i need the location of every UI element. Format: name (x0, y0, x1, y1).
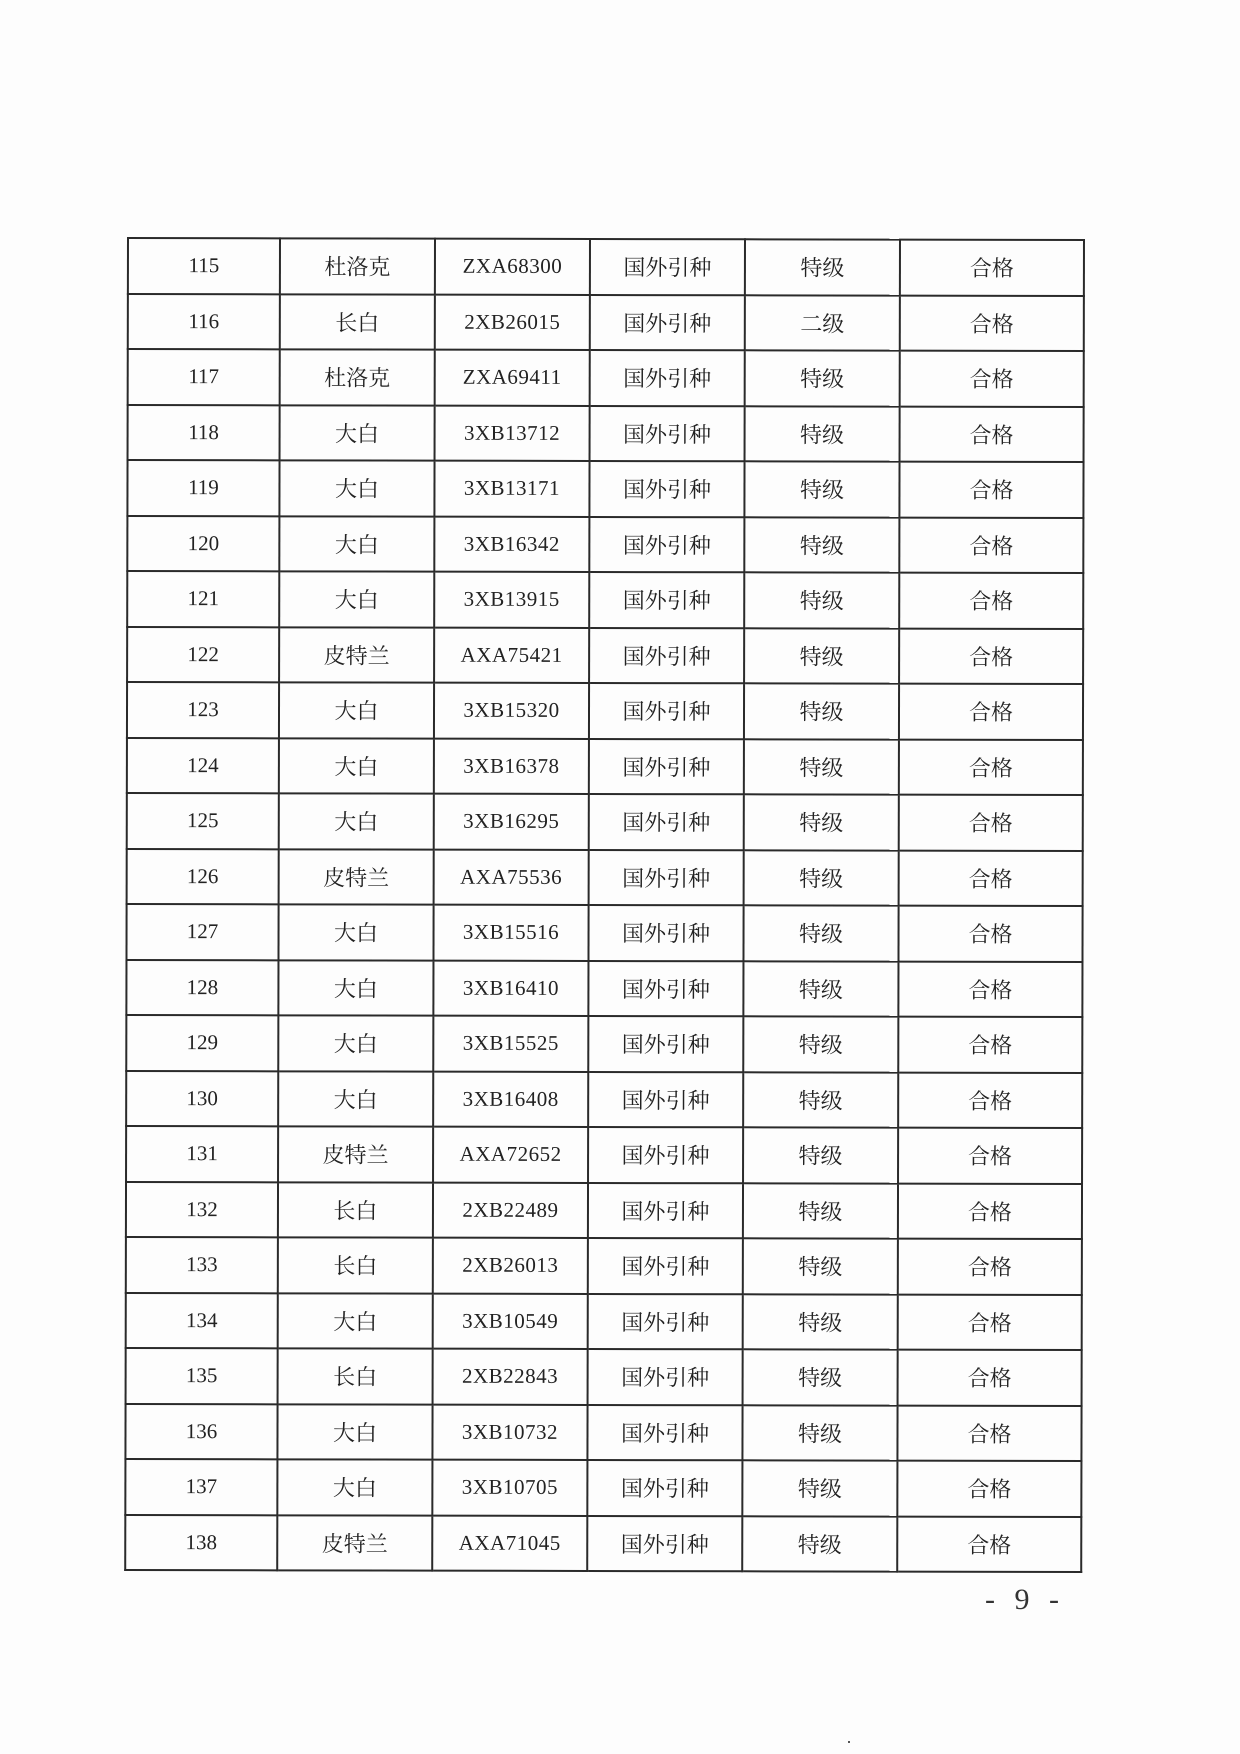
table-row (127, 516, 1083, 574)
source-cell: 国外引种 (589, 572, 744, 628)
source-cell: 国外引种 (588, 960, 743, 1016)
grade-cell: 特级 (744, 794, 899, 850)
row-number-cell: 118 (128, 405, 280, 461)
ear-tag-code-cell: 3XB10549 (433, 1293, 588, 1349)
result-cell: 合格 (900, 295, 1084, 351)
table-row (126, 904, 1082, 962)
breed-cell: 大白 (279, 571, 434, 627)
ear-tag-code-cell: 3XB16295 (434, 794, 589, 850)
result-cell: 合格 (899, 517, 1083, 573)
breed-cell: 大白 (277, 1459, 432, 1515)
ear-tag-code-cell: 3XB13915 (434, 572, 589, 628)
record-table-body (125, 238, 1084, 1572)
row-number-cell: 115 (128, 238, 280, 294)
ear-tag-code-cell: 3XB13712 (435, 405, 590, 461)
source-cell: 国外引种 (589, 794, 744, 850)
result-cell: 合格 (898, 961, 1082, 1017)
ear-tag-code-cell: ZXA69411 (435, 350, 590, 406)
table-row (127, 460, 1083, 518)
row-number-cell: 124 (127, 738, 279, 794)
breed-cell: 大白 (280, 405, 435, 461)
ear-tag-code-cell: AXA75421 (434, 627, 589, 683)
source-cell: 国外引种 (587, 1460, 742, 1516)
row-number-cell: 134 (126, 1292, 278, 1348)
result-cell: 合格 (899, 573, 1083, 629)
table-row (127, 682, 1083, 740)
row-number-cell: 125 (127, 793, 279, 849)
source-cell: 国外引种 (589, 627, 744, 683)
result-cell: 合格 (898, 1294, 1082, 1350)
table-row (125, 1459, 1081, 1517)
table-row (127, 571, 1083, 629)
breed-cell: 杜洛克 (280, 349, 435, 405)
breed-cell: 长白 (278, 1348, 433, 1404)
row-number-cell: 132 (126, 1182, 278, 1238)
source-cell: 国外引种 (589, 683, 744, 739)
breed-cell: 皮特兰 (279, 849, 434, 905)
grade-cell: 特级 (744, 739, 899, 795)
breed-cell: 大白 (278, 1071, 433, 1127)
row-number-cell: 130 (126, 1071, 278, 1127)
source-cell: 国外引种 (588, 1127, 743, 1183)
result-cell: 合格 (898, 1017, 1082, 1073)
grade-cell: 特级 (742, 1516, 897, 1572)
row-number-cell: 128 (126, 960, 278, 1016)
scan-speck (848, 1741, 850, 1743)
result-cell: 合格 (898, 1350, 1082, 1406)
grade-cell: 特级 (743, 1127, 898, 1183)
row-number-cell: 122 (127, 627, 279, 683)
source-cell: 国外引种 (589, 461, 744, 517)
table-row (126, 1182, 1082, 1240)
result-cell: 合格 (899, 684, 1083, 740)
result-cell: 合格 (899, 628, 1083, 684)
breed-cell: 皮特兰 (279, 627, 434, 683)
breed-cell: 大白 (279, 682, 434, 738)
source-cell: 国外引种 (587, 1515, 742, 1571)
ear-tag-code-cell: AXA71045 (432, 1515, 587, 1571)
grade-cell: 特级 (744, 683, 899, 739)
grade-cell: 特级 (744, 517, 899, 573)
source-cell: 国外引种 (589, 738, 744, 794)
ear-tag-code-cell: AXA75536 (434, 849, 589, 905)
row-number-cell: 127 (126, 904, 278, 960)
breed-cell: 大白 (278, 1293, 433, 1349)
grade-cell: 特级 (742, 1460, 897, 1516)
result-cell: 合格 (898, 906, 1082, 962)
table-row (127, 738, 1083, 796)
source-cell: 国外引种 (588, 1071, 743, 1127)
ear-tag-code-cell: AXA72652 (433, 1127, 588, 1183)
table-row (128, 349, 1084, 407)
source-cell: 国外引种 (590, 239, 745, 295)
breed-cell: 长白 (280, 294, 435, 350)
grade-cell: 特级 (744, 572, 899, 628)
table-row (126, 1237, 1082, 1295)
grade-cell: 特级 (744, 628, 899, 684)
breeding-record-table (124, 237, 1085, 1573)
breed-cell: 皮特兰 (278, 1126, 433, 1182)
grade-cell: 特级 (743, 905, 898, 961)
result-cell: 合格 (900, 351, 1084, 407)
table-row (127, 849, 1083, 907)
breed-cell: 大白 (278, 1015, 433, 1071)
table-row (128, 405, 1084, 463)
result-cell: 合格 (899, 739, 1083, 795)
result-cell: 合格 (899, 795, 1083, 851)
ear-tag-code-cell: 3XB15525 (433, 1016, 588, 1072)
result-cell: 合格 (897, 1461, 1081, 1517)
source-cell: 国外引种 (588, 1349, 743, 1405)
breed-cell: 大白 (279, 738, 434, 794)
grade-cell: 二级 (745, 295, 900, 351)
ear-tag-code-cell: 3XB15320 (434, 683, 589, 739)
table-row (127, 627, 1083, 685)
row-number-cell: 135 (126, 1348, 278, 1404)
breed-cell: 大白 (278, 904, 433, 960)
grade-cell: 特级 (745, 239, 900, 295)
result-cell: 合格 (899, 462, 1083, 518)
ear-tag-code-cell: 2XB26015 (435, 294, 590, 350)
row-number-cell: 137 (125, 1459, 277, 1515)
ear-tag-code-cell: 3XB16408 (433, 1071, 588, 1127)
row-number-cell: 136 (125, 1403, 277, 1459)
row-number-cell: 117 (128, 349, 280, 405)
ear-tag-code-cell: 3XB15516 (433, 905, 588, 961)
result-cell: 合格 (897, 1516, 1081, 1572)
source-cell: 国外引种 (588, 1016, 743, 1072)
table-row (126, 960, 1082, 1018)
source-cell: 国外引种 (589, 849, 744, 905)
source-cell: 国外引种 (590, 350, 745, 406)
grade-cell: 特级 (745, 350, 900, 406)
result-cell: 合格 (898, 1239, 1082, 1295)
breed-cell: 大白 (279, 516, 434, 572)
table-row (125, 1514, 1081, 1572)
source-cell: 国外引种 (589, 516, 744, 572)
breed-cell: 杜洛克 (280, 238, 435, 294)
page-number: - 9 - (985, 1583, 1065, 1616)
grade-cell: 特级 (745, 406, 900, 462)
row-number-cell: 126 (127, 849, 279, 905)
grade-cell: 特级 (743, 1183, 898, 1239)
result-cell: 合格 (899, 850, 1083, 906)
ear-tag-code-cell: ZXA68300 (435, 239, 590, 295)
result-cell: 合格 (900, 406, 1084, 462)
grade-cell: 特级 (743, 1294, 898, 1350)
table-row (128, 294, 1084, 352)
source-cell: 国外引种 (590, 405, 745, 461)
source-cell: 国外引种 (588, 1238, 743, 1294)
result-cell: 合格 (898, 1072, 1082, 1128)
source-cell: 国外引种 (590, 294, 745, 350)
source-cell: 国外引种 (587, 1404, 742, 1460)
grade-cell: 特级 (744, 850, 899, 906)
grade-cell: 特级 (743, 1016, 898, 1072)
result-cell: 合格 (898, 1183, 1082, 1239)
source-cell: 国外引种 (588, 1182, 743, 1238)
breed-cell: 皮特兰 (277, 1515, 432, 1571)
ear-tag-code-cell: 3XB16378 (434, 738, 589, 794)
grade-cell: 特级 (743, 1349, 898, 1405)
grade-cell: 特级 (742, 1405, 897, 1461)
row-number-cell: 131 (126, 1126, 278, 1182)
table-row (126, 1126, 1082, 1184)
row-number-cell: 116 (128, 294, 280, 350)
ear-tag-code-cell: 3XB13171 (434, 461, 589, 517)
breed-cell: 长白 (278, 1182, 433, 1238)
breed-cell: 长白 (278, 1237, 433, 1293)
breed-cell: 大白 (278, 960, 433, 1016)
table-row (125, 1403, 1081, 1461)
source-cell: 国外引种 (588, 905, 743, 961)
table-row (126, 1015, 1082, 1073)
table-row (126, 1071, 1082, 1129)
row-number-cell: 133 (126, 1237, 278, 1293)
ear-tag-code-cell: 3XB16410 (433, 960, 588, 1016)
ear-tag-code-cell: 3XB10732 (432, 1404, 587, 1460)
grade-cell: 特级 (743, 1238, 898, 1294)
row-number-cell: 123 (127, 682, 279, 738)
ear-tag-code-cell: 3XB10705 (432, 1460, 587, 1516)
result-cell: 合格 (897, 1405, 1081, 1461)
breed-cell: 大白 (279, 793, 434, 849)
table-row (127, 793, 1083, 851)
ear-tag-code-cell: 2XB22489 (433, 1182, 588, 1238)
grade-cell: 特级 (743, 961, 898, 1017)
grade-cell: 特级 (744, 461, 899, 517)
row-number-cell: 119 (127, 460, 279, 516)
table-row (128, 238, 1084, 296)
ear-tag-code-cell: 3XB16342 (434, 516, 589, 572)
row-number-cell: 129 (126, 1015, 278, 1071)
ear-tag-code-cell: 2XB26013 (433, 1238, 588, 1294)
breed-cell: 大白 (277, 1404, 432, 1460)
result-cell: 合格 (898, 1128, 1082, 1184)
result-cell: 合格 (900, 240, 1084, 296)
ear-tag-code-cell: 2XB22843 (433, 1349, 588, 1405)
source-cell: 国外引种 (588, 1293, 743, 1349)
row-number-cell: 120 (127, 516, 279, 572)
table-row (126, 1348, 1082, 1406)
grade-cell: 特级 (743, 1072, 898, 1128)
table-row (126, 1292, 1082, 1350)
row-number-cell: 121 (127, 571, 279, 627)
breed-cell: 大白 (279, 460, 434, 516)
row-number-cell: 138 (125, 1514, 277, 1570)
